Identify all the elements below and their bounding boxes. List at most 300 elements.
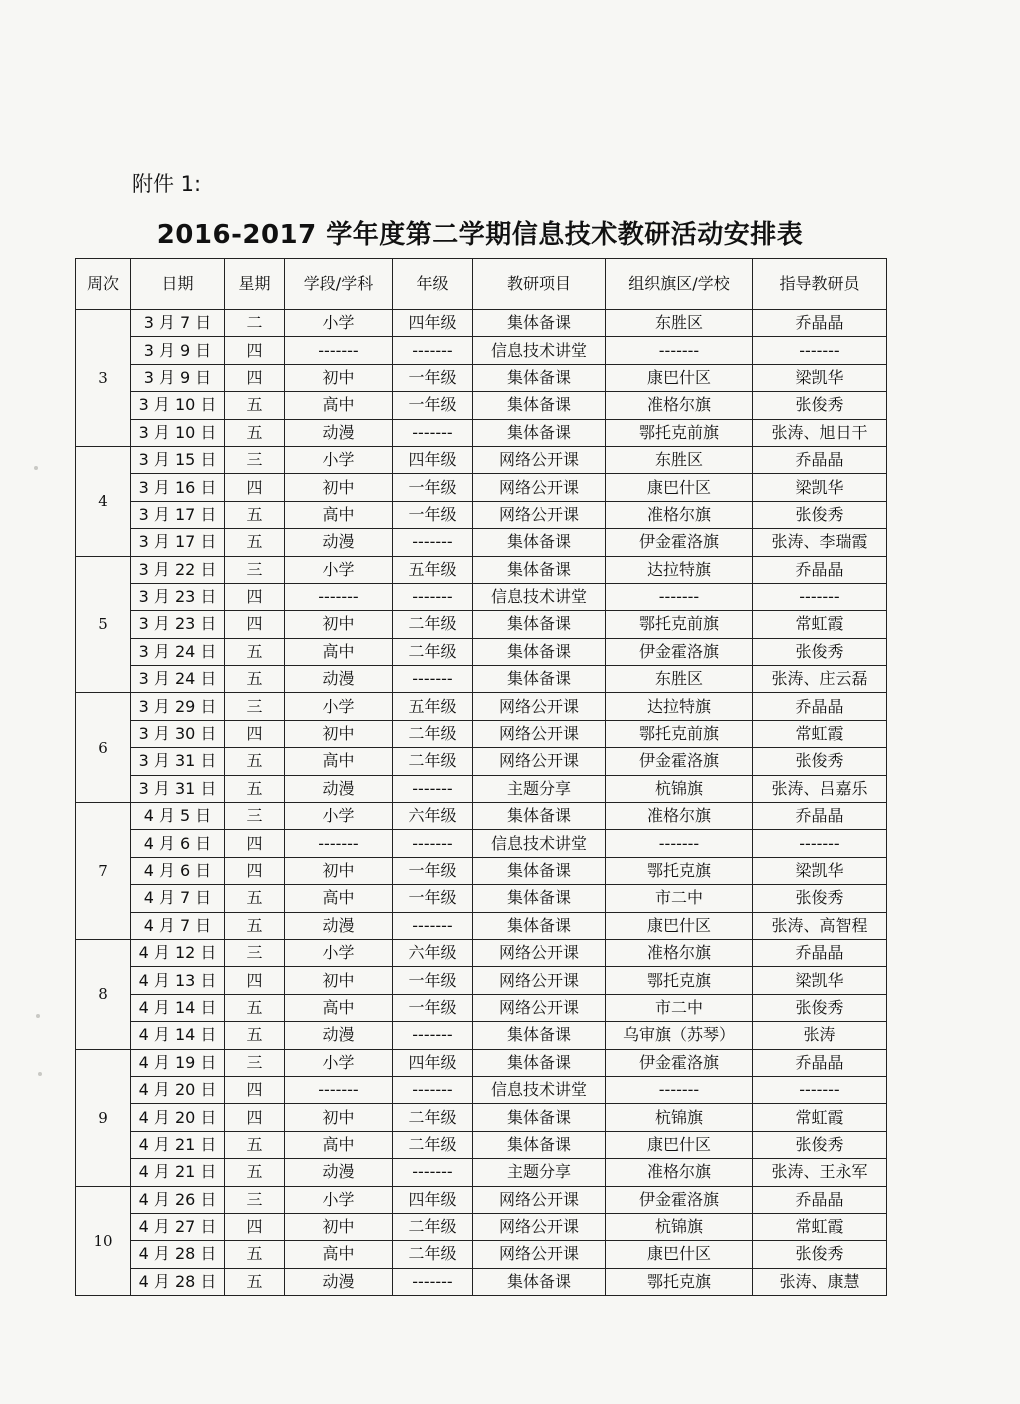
host-cell: 乌审旗（苏琴） bbox=[606, 1022, 753, 1049]
host-cell: 准格尔旗 bbox=[606, 501, 753, 528]
table-row bbox=[76, 1159, 887, 1186]
activity-cell: 集体备课 bbox=[473, 529, 606, 556]
week-cell: 7 bbox=[76, 803, 131, 940]
date-cell: 4 月 27 日 bbox=[131, 1213, 225, 1240]
section-cell: 动漫 bbox=[285, 1022, 393, 1049]
host-cell: ------- bbox=[606, 337, 753, 364]
column-header: 年级 bbox=[393, 259, 473, 310]
section-cell: 小学 bbox=[285, 939, 393, 966]
instructor-cell: ------- bbox=[753, 830, 887, 857]
weekday-cell: 四 bbox=[225, 1104, 285, 1131]
column-header: 星期 bbox=[225, 259, 285, 310]
weekday-cell: 五 bbox=[225, 1159, 285, 1186]
punch-hole-mark bbox=[34, 466, 38, 470]
table-row bbox=[76, 1241, 887, 1268]
date-cell: 4 月 14 日 bbox=[131, 1022, 225, 1049]
date-cell: 3 月 9 日 bbox=[131, 337, 225, 364]
date-cell: 4 月 20 日 bbox=[131, 1076, 225, 1103]
section-cell: 小学 bbox=[285, 803, 393, 830]
date-cell: 3 月 24 日 bbox=[131, 638, 225, 665]
section-cell: 高中 bbox=[285, 392, 393, 419]
grade-cell: 二年级 bbox=[393, 611, 473, 638]
host-cell: 市二中 bbox=[606, 994, 753, 1021]
grade-cell: ------- bbox=[393, 775, 473, 802]
host-cell: 鄂托克旗 bbox=[606, 857, 753, 884]
activity-cell: 集体备课 bbox=[473, 1131, 606, 1158]
weekday-cell: 五 bbox=[225, 638, 285, 665]
table-row bbox=[76, 857, 887, 884]
instructor-cell: 张涛 bbox=[753, 1022, 887, 1049]
grade-cell: 一年级 bbox=[393, 967, 473, 994]
table-row bbox=[76, 967, 887, 994]
section-cell: 动漫 bbox=[285, 775, 393, 802]
weekday-cell: 三 bbox=[225, 803, 285, 830]
date-cell: 3 月 10 日 bbox=[131, 392, 225, 419]
weekday-cell: 四 bbox=[225, 364, 285, 391]
table-row bbox=[76, 803, 887, 830]
grade-cell: 一年级 bbox=[393, 994, 473, 1021]
week-cell: 10 bbox=[76, 1186, 131, 1296]
table-row bbox=[76, 337, 887, 364]
grade-cell: ------- bbox=[393, 337, 473, 364]
host-cell: 准格尔旗 bbox=[606, 939, 753, 966]
section-cell: 小学 bbox=[285, 310, 393, 337]
weekday-cell: 四 bbox=[225, 1213, 285, 1240]
grade-cell: 一年级 bbox=[393, 474, 473, 501]
table-row bbox=[76, 666, 887, 693]
activity-cell: 信息技术讲堂 bbox=[473, 830, 606, 857]
date-cell: 4 月 21 日 bbox=[131, 1131, 225, 1158]
date-cell: 3 月 22 日 bbox=[131, 556, 225, 583]
instructor-cell: 张涛、王永军 bbox=[753, 1159, 887, 1186]
date-cell: 3 月 17 日 bbox=[131, 501, 225, 528]
grade-cell: 一年级 bbox=[393, 364, 473, 391]
table-row bbox=[76, 419, 887, 446]
section-cell: 高中 bbox=[285, 748, 393, 775]
column-header: 教研项目 bbox=[473, 259, 606, 310]
grade-cell: 六年级 bbox=[393, 803, 473, 830]
activity-cell: 网络公开课 bbox=[473, 1186, 606, 1213]
grade-cell: 四年级 bbox=[393, 1186, 473, 1213]
instructor-cell: 乔晶晶 bbox=[753, 939, 887, 966]
weekday-cell: 五 bbox=[225, 529, 285, 556]
grade-cell: 二年级 bbox=[393, 1104, 473, 1131]
instructor-cell: 乔晶晶 bbox=[753, 446, 887, 473]
section-cell: 动漫 bbox=[285, 419, 393, 446]
weekday-cell: 三 bbox=[225, 1049, 285, 1076]
instructor-cell: 张涛、吕嘉乐 bbox=[753, 775, 887, 802]
section-cell: 动漫 bbox=[285, 1268, 393, 1295]
section-cell: 动漫 bbox=[285, 666, 393, 693]
section-cell: ------- bbox=[285, 583, 393, 610]
activity-cell: 信息技术讲堂 bbox=[473, 337, 606, 364]
activity-cell: 集体备课 bbox=[473, 885, 606, 912]
date-cell: 3 月 30 日 bbox=[131, 720, 225, 747]
weekday-cell: 五 bbox=[225, 912, 285, 939]
instructor-cell: 张俊秀 bbox=[753, 501, 887, 528]
column-header: 周次 bbox=[76, 259, 131, 310]
weekday-cell: 五 bbox=[225, 666, 285, 693]
host-cell: 康巴什区 bbox=[606, 912, 753, 939]
instructor-cell: 张俊秀 bbox=[753, 994, 887, 1021]
activity-cell: 网络公开课 bbox=[473, 720, 606, 747]
weekday-cell: 五 bbox=[225, 392, 285, 419]
table-row bbox=[76, 1186, 887, 1213]
grade-cell: ------- bbox=[393, 419, 473, 446]
instructor-cell: 张俊秀 bbox=[753, 748, 887, 775]
host-cell: 杭锦旗 bbox=[606, 1213, 753, 1240]
activity-cell: 集体备课 bbox=[473, 392, 606, 419]
instructor-cell: 常虹霞 bbox=[753, 1213, 887, 1240]
instructor-cell: ------- bbox=[753, 583, 887, 610]
date-cell: 3 月 17 日 bbox=[131, 529, 225, 556]
grade-cell: 一年级 bbox=[393, 392, 473, 419]
section-cell: 高中 bbox=[285, 501, 393, 528]
date-cell: 3 月 23 日 bbox=[131, 583, 225, 610]
weekday-cell: 五 bbox=[225, 1241, 285, 1268]
date-cell: 4 月 7 日 bbox=[131, 912, 225, 939]
table-row bbox=[76, 1213, 887, 1240]
activity-cell: 网络公开课 bbox=[473, 967, 606, 994]
host-cell: 东胜区 bbox=[606, 666, 753, 693]
table-row bbox=[76, 885, 887, 912]
instructor-cell: 梁凯华 bbox=[753, 364, 887, 391]
table-row bbox=[76, 583, 887, 610]
weekday-cell: 二 bbox=[225, 310, 285, 337]
host-cell: 东胜区 bbox=[606, 446, 753, 473]
table-row bbox=[76, 364, 887, 391]
date-cell: 4 月 5 日 bbox=[131, 803, 225, 830]
host-cell: 伊金霍洛旗 bbox=[606, 638, 753, 665]
grade-cell: ------- bbox=[393, 1076, 473, 1103]
section-cell: 高中 bbox=[285, 1131, 393, 1158]
activity-cell: 网络公开课 bbox=[473, 474, 606, 501]
instructor-cell: 梁凯华 bbox=[753, 474, 887, 501]
weekday-cell: 四 bbox=[225, 474, 285, 501]
host-cell: 康巴什区 bbox=[606, 364, 753, 391]
host-cell: 鄂托克旗 bbox=[606, 1268, 753, 1295]
weekday-cell: 五 bbox=[225, 1022, 285, 1049]
weekday-cell: 五 bbox=[225, 885, 285, 912]
activity-cell: 主题分享 bbox=[473, 1159, 606, 1186]
instructor-cell: 张涛、旭日干 bbox=[753, 419, 887, 446]
section-cell: 小学 bbox=[285, 1049, 393, 1076]
activity-cell: 集体备课 bbox=[473, 638, 606, 665]
table-row bbox=[76, 775, 887, 802]
grade-cell: 一年级 bbox=[393, 857, 473, 884]
activity-cell: 集体备课 bbox=[473, 556, 606, 583]
grade-cell: ------- bbox=[393, 912, 473, 939]
punch-hole-mark bbox=[38, 1072, 42, 1076]
activity-cell: 信息技术讲堂 bbox=[473, 583, 606, 610]
column-header: 日期 bbox=[131, 259, 225, 310]
section-cell: ------- bbox=[285, 1076, 393, 1103]
grade-cell: ------- bbox=[393, 1159, 473, 1186]
date-cell: 3 月 24 日 bbox=[131, 666, 225, 693]
weekday-cell: 三 bbox=[225, 556, 285, 583]
grade-cell: 二年级 bbox=[393, 720, 473, 747]
table-row bbox=[76, 693, 887, 720]
weekday-cell: 五 bbox=[225, 748, 285, 775]
grade-cell: ------- bbox=[393, 1268, 473, 1295]
section-cell: 初中 bbox=[285, 611, 393, 638]
section-cell: 初中 bbox=[285, 1104, 393, 1131]
host-cell: 鄂托克旗 bbox=[606, 967, 753, 994]
host-cell: 准格尔旗 bbox=[606, 803, 753, 830]
table-row bbox=[76, 1049, 887, 1076]
table-row bbox=[76, 529, 887, 556]
host-cell: 鄂托克前旗 bbox=[606, 720, 753, 747]
table-row bbox=[76, 1104, 887, 1131]
section-cell: 高中 bbox=[285, 994, 393, 1021]
grade-cell: ------- bbox=[393, 529, 473, 556]
table-header-row bbox=[76, 259, 887, 310]
weekday-cell: 四 bbox=[225, 1076, 285, 1103]
grade-cell: 一年级 bbox=[393, 885, 473, 912]
weekday-cell: 五 bbox=[225, 1268, 285, 1295]
activity-cell: 信息技术讲堂 bbox=[473, 1076, 606, 1103]
section-cell: 动漫 bbox=[285, 912, 393, 939]
date-cell: 3 月 10 日 bbox=[131, 419, 225, 446]
table-row bbox=[76, 501, 887, 528]
section-cell: 初中 bbox=[285, 967, 393, 994]
grade-cell: 六年级 bbox=[393, 939, 473, 966]
date-cell: 3 月 31 日 bbox=[131, 748, 225, 775]
weekday-cell: 五 bbox=[225, 1131, 285, 1158]
activity-cell: 网络公开课 bbox=[473, 446, 606, 473]
grade-cell: 二年级 bbox=[393, 748, 473, 775]
annex-label: 附件 1: bbox=[132, 172, 202, 196]
section-cell: 初中 bbox=[285, 857, 393, 884]
date-cell: 4 月 28 日 bbox=[131, 1268, 225, 1295]
table-row bbox=[76, 748, 887, 775]
punch-hole-mark bbox=[36, 1014, 40, 1018]
date-cell: 4 月 6 日 bbox=[131, 830, 225, 857]
host-cell: 东胜区 bbox=[606, 310, 753, 337]
date-cell: 3 月 31 日 bbox=[131, 775, 225, 802]
instructor-cell: 张俊秀 bbox=[753, 885, 887, 912]
table-row bbox=[76, 830, 887, 857]
grade-cell: 四年级 bbox=[393, 1049, 473, 1076]
instructor-cell: 乔晶晶 bbox=[753, 556, 887, 583]
activity-cell: 集体备课 bbox=[473, 1049, 606, 1076]
section-cell: 小学 bbox=[285, 693, 393, 720]
host-cell: 鄂托克前旗 bbox=[606, 419, 753, 446]
section-cell: 初中 bbox=[285, 1213, 393, 1240]
activity-cell: 网络公开课 bbox=[473, 693, 606, 720]
section-cell: 小学 bbox=[285, 1186, 393, 1213]
activity-cell: 集体备课 bbox=[473, 364, 606, 391]
grade-cell: 二年级 bbox=[393, 1241, 473, 1268]
section-cell: 小学 bbox=[285, 446, 393, 473]
activity-cell: 集体备课 bbox=[473, 1104, 606, 1131]
weekday-cell: 五 bbox=[225, 419, 285, 446]
activity-cell: 网络公开课 bbox=[473, 1241, 606, 1268]
weekday-cell: 四 bbox=[225, 583, 285, 610]
section-cell: 高中 bbox=[285, 1241, 393, 1268]
instructor-cell: 乔晶晶 bbox=[753, 693, 887, 720]
date-cell: 4 月 19 日 bbox=[131, 1049, 225, 1076]
instructor-cell: 张俊秀 bbox=[753, 392, 887, 419]
week-cell: 3 bbox=[76, 310, 131, 447]
activity-cell: 主题分享 bbox=[473, 775, 606, 802]
host-cell: 伊金霍洛旗 bbox=[606, 1186, 753, 1213]
host-cell: ------- bbox=[606, 583, 753, 610]
date-cell: 4 月 7 日 bbox=[131, 885, 225, 912]
date-cell: 3 月 7 日 bbox=[131, 310, 225, 337]
weekday-cell: 四 bbox=[225, 967, 285, 994]
column-header: 指导教研员 bbox=[753, 259, 887, 310]
section-cell: ------- bbox=[285, 830, 393, 857]
grade-cell: ------- bbox=[393, 830, 473, 857]
weekday-cell: 四 bbox=[225, 611, 285, 638]
date-cell: 4 月 20 日 bbox=[131, 1104, 225, 1131]
table-row bbox=[76, 939, 887, 966]
host-cell: 准格尔旗 bbox=[606, 392, 753, 419]
table-row bbox=[76, 638, 887, 665]
section-cell: 高中 bbox=[285, 638, 393, 665]
weekday-cell: 三 bbox=[225, 939, 285, 966]
date-cell: 4 月 28 日 bbox=[131, 1241, 225, 1268]
weekday-cell: 三 bbox=[225, 446, 285, 473]
instructor-cell: 张涛、庄云磊 bbox=[753, 666, 887, 693]
grade-cell: 二年级 bbox=[393, 1131, 473, 1158]
activity-cell: 网络公开课 bbox=[473, 501, 606, 528]
table-row bbox=[76, 994, 887, 1021]
section-cell: 高中 bbox=[285, 885, 393, 912]
table-row bbox=[76, 1022, 887, 1049]
column-header: 组织旗区/学校 bbox=[606, 259, 753, 310]
grade-cell: 二年级 bbox=[393, 1213, 473, 1240]
section-cell: ------- bbox=[285, 337, 393, 364]
weekday-cell: 三 bbox=[225, 1186, 285, 1213]
date-cell: 4 月 12 日 bbox=[131, 939, 225, 966]
instructor-cell: 张涛、李瑞霞 bbox=[753, 529, 887, 556]
week-cell: 5 bbox=[76, 556, 131, 693]
instructor-cell: 梁凯华 bbox=[753, 967, 887, 994]
host-cell: 康巴什区 bbox=[606, 1131, 753, 1158]
date-cell: 4 月 13 日 bbox=[131, 967, 225, 994]
weekday-cell: 五 bbox=[225, 994, 285, 1021]
host-cell: 鄂托克前旗 bbox=[606, 611, 753, 638]
date-cell: 4 月 21 日 bbox=[131, 1159, 225, 1186]
table-row bbox=[76, 912, 887, 939]
grade-cell: ------- bbox=[393, 666, 473, 693]
host-cell: 准格尔旗 bbox=[606, 1159, 753, 1186]
host-cell: 康巴什区 bbox=[606, 474, 753, 501]
table-row bbox=[76, 446, 887, 473]
host-cell: 达拉特旗 bbox=[606, 693, 753, 720]
section-cell: 初中 bbox=[285, 364, 393, 391]
table-body bbox=[76, 310, 887, 1296]
grade-cell: 二年级 bbox=[393, 638, 473, 665]
section-cell: 动漫 bbox=[285, 529, 393, 556]
grade-cell: ------- bbox=[393, 1022, 473, 1049]
grade-cell: 一年级 bbox=[393, 501, 473, 528]
instructor-cell: 乔晶晶 bbox=[753, 1186, 887, 1213]
date-cell: 3 月 23 日 bbox=[131, 611, 225, 638]
activity-cell: 集体备课 bbox=[473, 1022, 606, 1049]
activity-cell: 集体备课 bbox=[473, 611, 606, 638]
instructor-cell: 张俊秀 bbox=[753, 1131, 887, 1158]
activity-cell: 集体备课 bbox=[473, 419, 606, 446]
table-row bbox=[76, 474, 887, 501]
activity-cell: 网络公开课 bbox=[473, 1213, 606, 1240]
schedule-table bbox=[75, 258, 887, 1296]
weekday-cell: 三 bbox=[225, 693, 285, 720]
week-cell: 8 bbox=[76, 939, 131, 1049]
grade-cell: 五年级 bbox=[393, 556, 473, 583]
host-cell: 伊金霍洛旗 bbox=[606, 529, 753, 556]
host-cell: 伊金霍洛旗 bbox=[606, 748, 753, 775]
section-cell: 初中 bbox=[285, 474, 393, 501]
date-cell: 4 月 14 日 bbox=[131, 994, 225, 1021]
instructor-cell: ------- bbox=[753, 337, 887, 364]
activity-cell: 集体备课 bbox=[473, 310, 606, 337]
host-cell: ------- bbox=[606, 1076, 753, 1103]
host-cell: 康巴什区 bbox=[606, 1241, 753, 1268]
activity-cell: 集体备课 bbox=[473, 857, 606, 884]
grade-cell: 四年级 bbox=[393, 310, 473, 337]
instructor-cell: 乔晶晶 bbox=[753, 1049, 887, 1076]
date-cell: 3 月 29 日 bbox=[131, 693, 225, 720]
instructor-cell: 乔晶晶 bbox=[753, 803, 887, 830]
weekday-cell: 五 bbox=[225, 775, 285, 802]
instructor-cell: 梁凯华 bbox=[753, 857, 887, 884]
date-cell: 4 月 26 日 bbox=[131, 1186, 225, 1213]
host-cell: 达拉特旗 bbox=[606, 556, 753, 583]
table-row bbox=[76, 556, 887, 583]
instructor-cell: 常虹霞 bbox=[753, 1104, 887, 1131]
activity-cell: 集体备课 bbox=[473, 1268, 606, 1295]
week-cell: 4 bbox=[76, 446, 131, 556]
date-cell: 3 月 16 日 bbox=[131, 474, 225, 501]
host-cell: 市二中 bbox=[606, 885, 753, 912]
instructor-cell: 张涛、高智程 bbox=[753, 912, 887, 939]
activity-cell: 网络公开课 bbox=[473, 748, 606, 775]
table-row bbox=[76, 1268, 887, 1295]
table-row bbox=[76, 720, 887, 747]
grade-cell: ------- bbox=[393, 583, 473, 610]
grade-cell: 五年级 bbox=[393, 693, 473, 720]
weekday-cell: 四 bbox=[225, 830, 285, 857]
section-cell: 动漫 bbox=[285, 1159, 393, 1186]
weekday-cell: 四 bbox=[225, 857, 285, 884]
date-cell: 4 月 6 日 bbox=[131, 857, 225, 884]
section-cell: 初中 bbox=[285, 720, 393, 747]
host-cell: 杭锦旗 bbox=[606, 775, 753, 802]
instructor-cell: ------- bbox=[753, 1076, 887, 1103]
instructor-cell: 常虹霞 bbox=[753, 611, 887, 638]
table-row bbox=[76, 1076, 887, 1103]
weekday-cell: 五 bbox=[225, 501, 285, 528]
table-row bbox=[76, 392, 887, 419]
instructor-cell: 乔晶晶 bbox=[753, 310, 887, 337]
activity-cell: 集体备课 bbox=[473, 803, 606, 830]
table-row bbox=[76, 310, 887, 337]
host-cell: 杭锦旗 bbox=[606, 1104, 753, 1131]
weekday-cell: 四 bbox=[225, 337, 285, 364]
week-cell: 9 bbox=[76, 1049, 131, 1186]
activity-cell: 集体备课 bbox=[473, 666, 606, 693]
grade-cell: 四年级 bbox=[393, 446, 473, 473]
activity-cell: 网络公开课 bbox=[473, 939, 606, 966]
instructor-cell: 张俊秀 bbox=[753, 638, 887, 665]
activity-cell: 网络公开课 bbox=[473, 994, 606, 1021]
table-row bbox=[76, 1131, 887, 1158]
host-cell: ------- bbox=[606, 830, 753, 857]
instructor-cell: 张俊秀 bbox=[753, 1241, 887, 1268]
